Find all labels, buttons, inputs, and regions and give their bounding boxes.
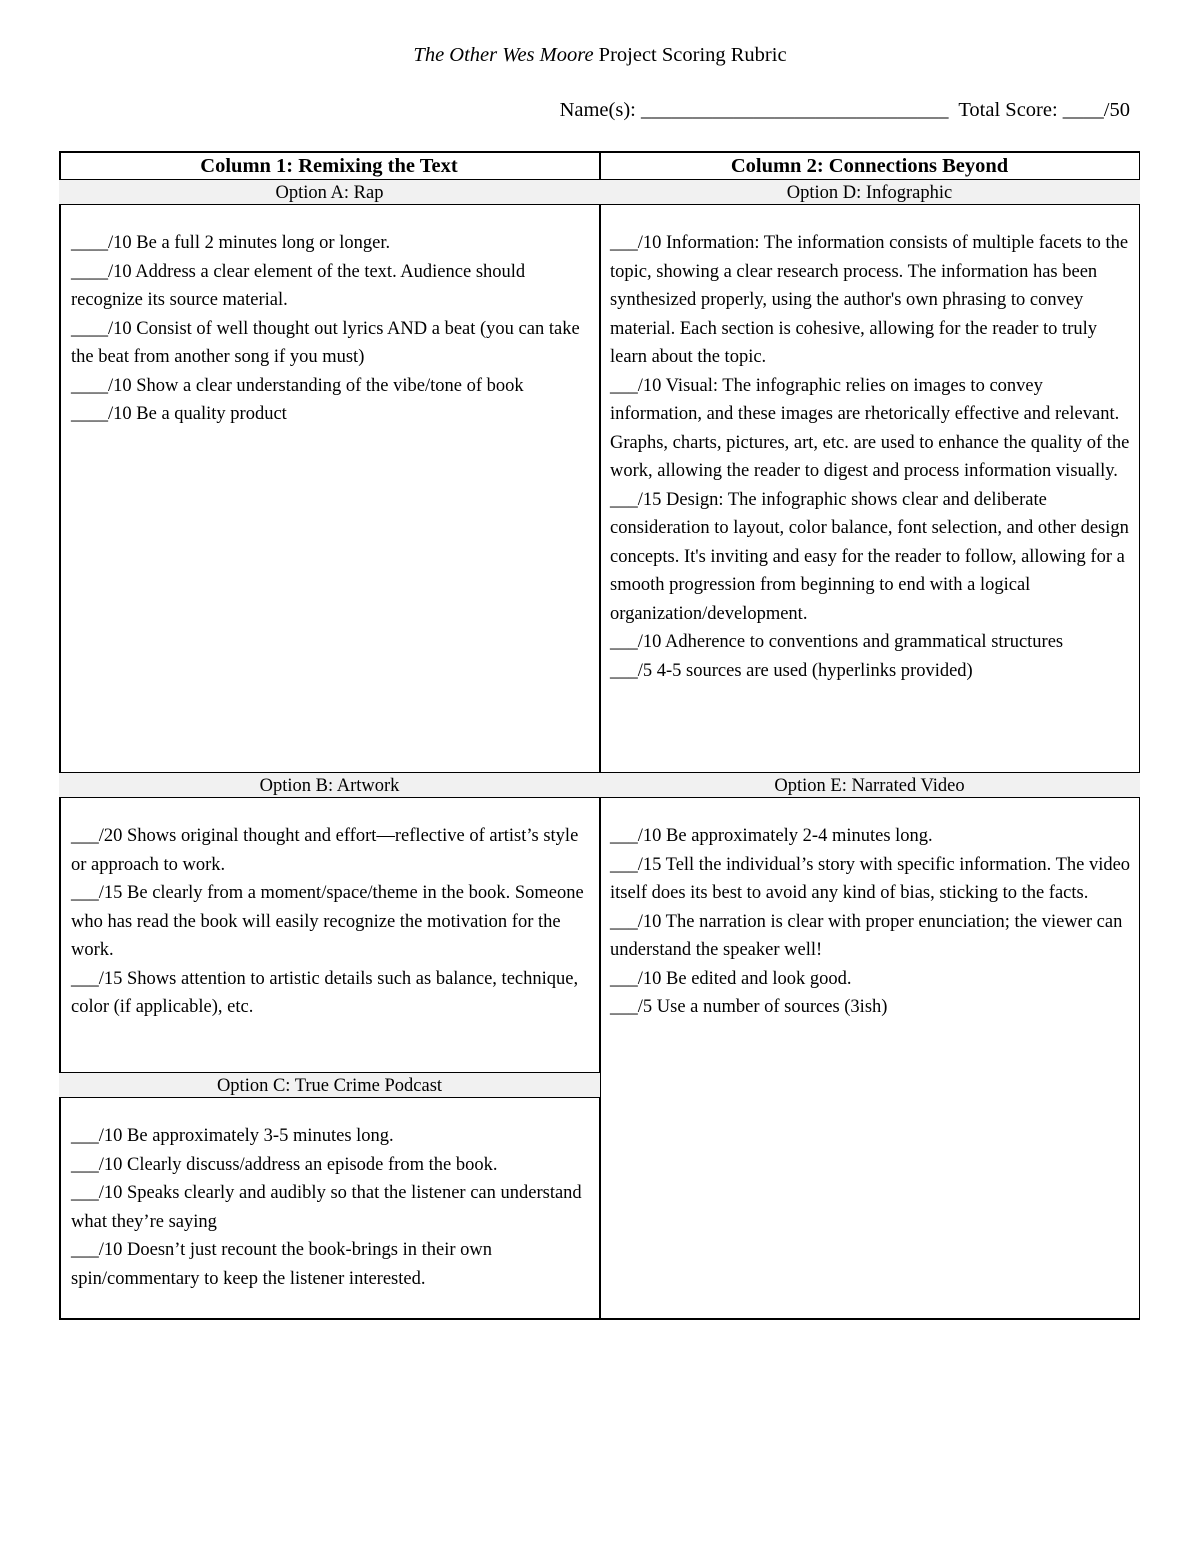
name-score-line: Name(s): ______________________________ Total Score: ____/50 bbox=[559, 99, 1130, 121]
criterion-item: ____/10 Address a clear element of the text. Audience should recognize its source material. bbox=[71, 261, 526, 310]
option-c-heading: Option C: True Crime Podcast bbox=[59, 1072, 600, 1098]
criterion-item: ___/15 Be clearly from a moment/space/theme in the book. Someone who has read the book will easily recognize the motivation for the work. bbox=[71, 883, 584, 960]
criterion-item: ____/10 Show a clear understanding of the vibe/tone of book bbox=[71, 375, 524, 396]
page-title bbox=[0, 44, 1200, 67]
option-e-criteria bbox=[610, 822, 1134, 1022]
criterion-item: ___/15 Tell the individual’s story with specific information. The video itself does its best to avoid any kind of bias, sticking to the facts. bbox=[610, 854, 1131, 903]
option-d-criteria bbox=[610, 229, 1132, 685]
table-right-border bbox=[1139, 151, 1141, 1320]
criterion-item: ___/15 Shows attention to artistic details such as balance, technique, color (if applicable), etc. bbox=[71, 968, 579, 1017]
title-suffix: Project Scoring Rubric bbox=[593, 44, 787, 66]
criterion-item: ___/10 Be approximately 2-4 minutes long. bbox=[610, 826, 933, 846]
column-1-heading: Column 1: Remixing the Text bbox=[200, 155, 458, 177]
criterion-item: ___/5 4-5 sources are used (hyperlinks provided) bbox=[610, 660, 973, 681]
criterion-item: ___/10 Speaks clearly and audibly so that the listener can understand what they’re saying bbox=[71, 1183, 582, 1232]
column-2-heading: Column 2: Connections Beyond bbox=[730, 155, 1009, 177]
criterion-item: ___/20 Shows original thought and effort—reflective of artist’s style or approach to work. bbox=[71, 826, 579, 875]
criterion-item: ___/10 Adherence to conventions and grammatical structures bbox=[610, 632, 1064, 652]
criterion-item: ___/10 The narration is clear with proper enunciation; the viewer can understand the speaker well! bbox=[610, 911, 1123, 960]
book-title: The Other Wes Moore bbox=[413, 44, 594, 66]
criterion-item: ___/5 Use a number of sources (3ish) bbox=[610, 997, 888, 1017]
criterion-item: ___/10 Clearly discuss/address an episode from the book. bbox=[71, 1154, 498, 1175]
criterion-item: ____/10 Consist of well thought out lyrics AND a beat (you can take the beat from another song if you must) bbox=[71, 318, 580, 367]
option-e-heading: Option E: Narrated Video bbox=[599, 772, 1140, 798]
criterion-item: ____/10 Be a full 2 minutes long or longer. bbox=[71, 233, 391, 253]
option-d-heading: Option D: Infographic bbox=[599, 179, 1140, 205]
rubric-table bbox=[59, 151, 1140, 1320]
column-divider bbox=[599, 151, 601, 1320]
criterion-item: ____/10 Be a quality product bbox=[71, 404, 287, 424]
criterion-item: ___/15 Design: The infographic shows clear and deliberate consideration to layout, color balance, font selection, and other design concepts. It's inviting and easy for the reader to follow, allowing for a smooth progression from beginning to end with a logical organization/development. bbox=[610, 489, 1129, 624]
table-left-border bbox=[59, 151, 61, 1320]
criterion-item: ___/10 Be approximately 3-5 minutes long. bbox=[71, 1126, 394, 1146]
option-c-criteria bbox=[71, 1122, 593, 1293]
criterion-item: ___/10 Be edited and look good. bbox=[610, 968, 852, 989]
option-b-heading: Option B: Artwork bbox=[59, 772, 600, 798]
criterion-item: ___/10 Visual: The infographic relies on images to convey information, and these images are rhetorically effective and relevant. Graphs, charts, pictures, art, etc. are used to enhance the quality of the work, allowing the reader to digest and process information visually. bbox=[610, 375, 1130, 481]
option-a-criteria bbox=[71, 229, 593, 429]
option-a-heading: Option A: Rap bbox=[59, 179, 600, 205]
criterion-item: ___/10 Information: The information consists of multiple facets to the topic, showing a clear research process. The information has been synthesized properly, using the author's own phrasing to convey material. Each section is cohesive, allowing for the reader to truly learn about the topic. bbox=[610, 233, 1129, 367]
option-b-criteria bbox=[71, 822, 593, 1022]
criterion-item: ___/10 Doesn’t just recount the book-brings in their own spin/commentary to keep the listener interested. bbox=[71, 1240, 492, 1289]
